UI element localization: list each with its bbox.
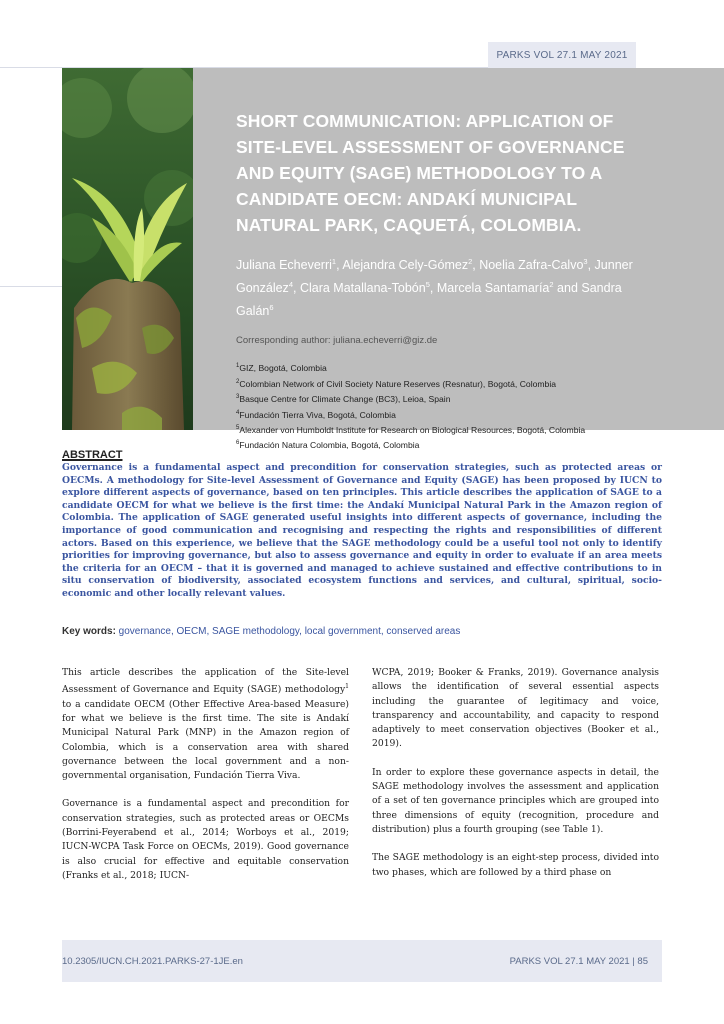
author-name: Noelia Zafra-Calvo: [479, 258, 584, 273]
author-sep: ,: [292, 281, 300, 296]
affiliation-item: [236, 407, 656, 422]
author-affil-sup: 4: [288, 280, 293, 290]
affiliation-item: [236, 422, 656, 437]
author-name: Juliana Echeverri: [236, 258, 332, 273]
author-name: Alejandra Cely-Gómez: [342, 258, 469, 273]
title-banner: [62, 68, 724, 451]
keywords: [62, 626, 662, 637]
body-column-left: [62, 666, 349, 897]
abstract-text: Governance is a fundamental aspect and precondition for conservation strategies, such as protected areas or OECMs. A methodology for Site-level Assessment of Governance and Equity (SAGE) has been proposed by IUCN to explore different aspects of governance, based on ten principles. This article describes the application of SAGE to a candidate OECM for what we believe is the first time: the Andakí Municipal Natural Park in the Amazon region of Colombia. The application of SAGE generated useful insights into different aspects of governance, including the importance of good communication and recognising and respecting the rights and responsibilities of different actors. Based on this experience, we believe that the SAGE methodology could be a useful tool not only to identify priorities for improving governance, but also to assess governance and equity in order to evaluate if an area meets the criteria for an OECM – that it is governed and managed to achieve sustained and effective contributions to in situ conservation of biodiversity, associated ecosystem functions and services, and cultural, spiritual, socio-economic and other locally relevant values.: [62, 462, 662, 599]
affiliation-text: Alexander von Humboldt Institute for Research on Biological Resources, Bogotá, Colombia: [239, 424, 586, 435]
affiliation-sup: 5: [236, 424, 240, 431]
author-sep: ,: [472, 258, 480, 273]
body-paragraph: [62, 666, 349, 783]
author-name: Junner González: [236, 258, 633, 296]
abstract-section: [62, 449, 662, 601]
page-number: PARKS VOL 27.1 MAY 2021 | 85: [509, 955, 648, 967]
body-paragraph: In order to explore these governance aspects in detail, the SAGE methodology involves the assessment and application of a set of ten governance principles which are grouped into three dimensions of equity (recognition, procedure and distribution) plus a fourth grouping (see Table 1).: [372, 766, 659, 835]
affiliation-sup: 4: [236, 409, 240, 416]
paragraph-text: This article describes the application of the Site-level Assessment of Governance and Equity (SAGE) methodology: [62, 667, 349, 696]
affiliation-text: Fundación Tierra Viva, Bogotá, Colombia: [239, 409, 396, 420]
affiliation-text: Colombian Network of Civil Society Nature Reserves (Resnatur), Bogotá, Colombia: [239, 378, 557, 389]
affiliation-sup: 1: [236, 363, 240, 370]
body-paragraph: [62, 797, 349, 883]
body-paragraph: The SAGE methodology is an eight-step process, divided into two phases, which are followed by a third phase on: [372, 852, 659, 878]
affiliation-text: Basque Centre for Climate Change (BC3), Leioa, Spain: [239, 394, 451, 405]
body-column-right: [372, 666, 659, 894]
affiliation-text: Fundación Natura Colombia, Bogotá, Colombia: [239, 440, 420, 451]
author-affil-sup: 6: [269, 303, 274, 313]
paragraph-text: Governance is a fundamental aspect and precondition for conservation strategies, such as protected areas or OECMs (Borrini-Feyerabend et al., 2014; Worboys et al., 2019; IUCN-WCPA Task Force on OECMs, 2019). Good governance is also crucial for effective and equitable conservation (Franks et al., 2018; IUCN-: [62, 798, 349, 881]
affiliation-sup: 2: [236, 378, 240, 385]
title-line: SHORT COMMUNICATION: APPLICATION OF: [236, 111, 614, 131]
keywords-label: Key words:: [62, 626, 116, 637]
plant-photo: [62, 68, 193, 430]
author-sep: ,: [429, 281, 437, 296]
affiliation-sup: 3: [236, 394, 240, 401]
footnote-sup: 1: [345, 683, 349, 691]
body-paragraph: WCPA, 2019; Booker & Franks, 2019). Governance analysis allows the identification of several essential aspects including the guarantee of legitimacy and voice, transparency and accountability, and capacity to respond adaptively to meet conservation objectives (Booker et al., 2019).: [372, 667, 659, 750]
author-sep: and: [553, 281, 582, 296]
author-affil-sup: 5: [425, 280, 430, 290]
title-line: SITE-LEVEL ASSESSMENT OF GOVERNANCE: [236, 137, 625, 157]
page-footer: [62, 940, 662, 982]
affiliation-text: GIZ, Bogotá, Colombia: [239, 363, 327, 374]
affiliation-item: [236, 376, 656, 391]
author-list: [236, 252, 656, 321]
author-name: Clara Matallana-Tobón: [299, 281, 426, 296]
article-title: [236, 108, 656, 238]
author-name: Sandra Galán: [236, 281, 622, 319]
abstract-heading: ABSTRACT: [62, 449, 123, 461]
author-sep: ,: [336, 258, 343, 273]
side-rule: [0, 286, 62, 287]
author-name: Marcela Santamaría: [436, 281, 550, 296]
doi-text: 10.2305/IUCN.CH.2021.PARKS-27-1JE.en: [62, 955, 243, 967]
affiliation-sup: 6: [236, 440, 240, 447]
title-line: AND EQUITY (SAGE) METHODOLOGY TO A: [236, 163, 603, 183]
author-sep: ,: [587, 258, 595, 273]
author-affil-sup: 2: [549, 280, 554, 290]
author-affil-sup: 3: [583, 257, 588, 266]
corresponding-author: Corresponding author: juliana.echeverri@giz.de: [236, 335, 438, 347]
affiliation-item: [236, 360, 656, 375]
title-line: NATURAL PARK, CAQUETÁ, COLOMBIA.: [236, 215, 582, 235]
paragraph-text: to a candidate OECM (Other Effective Area-based Measure) for what we believe is the first time. The site is Andakí Municipal Natural Park (MNP) in the Amazon region of Colombia, which is a conservation area with shared governance between the local government and a non-governmental organisation, Fundación Tierra Viva.: [62, 698, 349, 782]
keywords-text: governance, OECM, SAGE methodology, local government, conserved areas: [115, 626, 461, 637]
title-line: CANDIDATE OECM: ANDAKÍ MUNICIPAL: [236, 189, 578, 209]
affiliation-item: [236, 391, 656, 406]
affiliations: [236, 360, 656, 452]
author-affil-sup: 2: [468, 257, 473, 266]
author-affil-sup: 1: [331, 257, 337, 266]
journal-header-tag: PARKS VOL 27.1 MAY 2021: [488, 42, 636, 68]
